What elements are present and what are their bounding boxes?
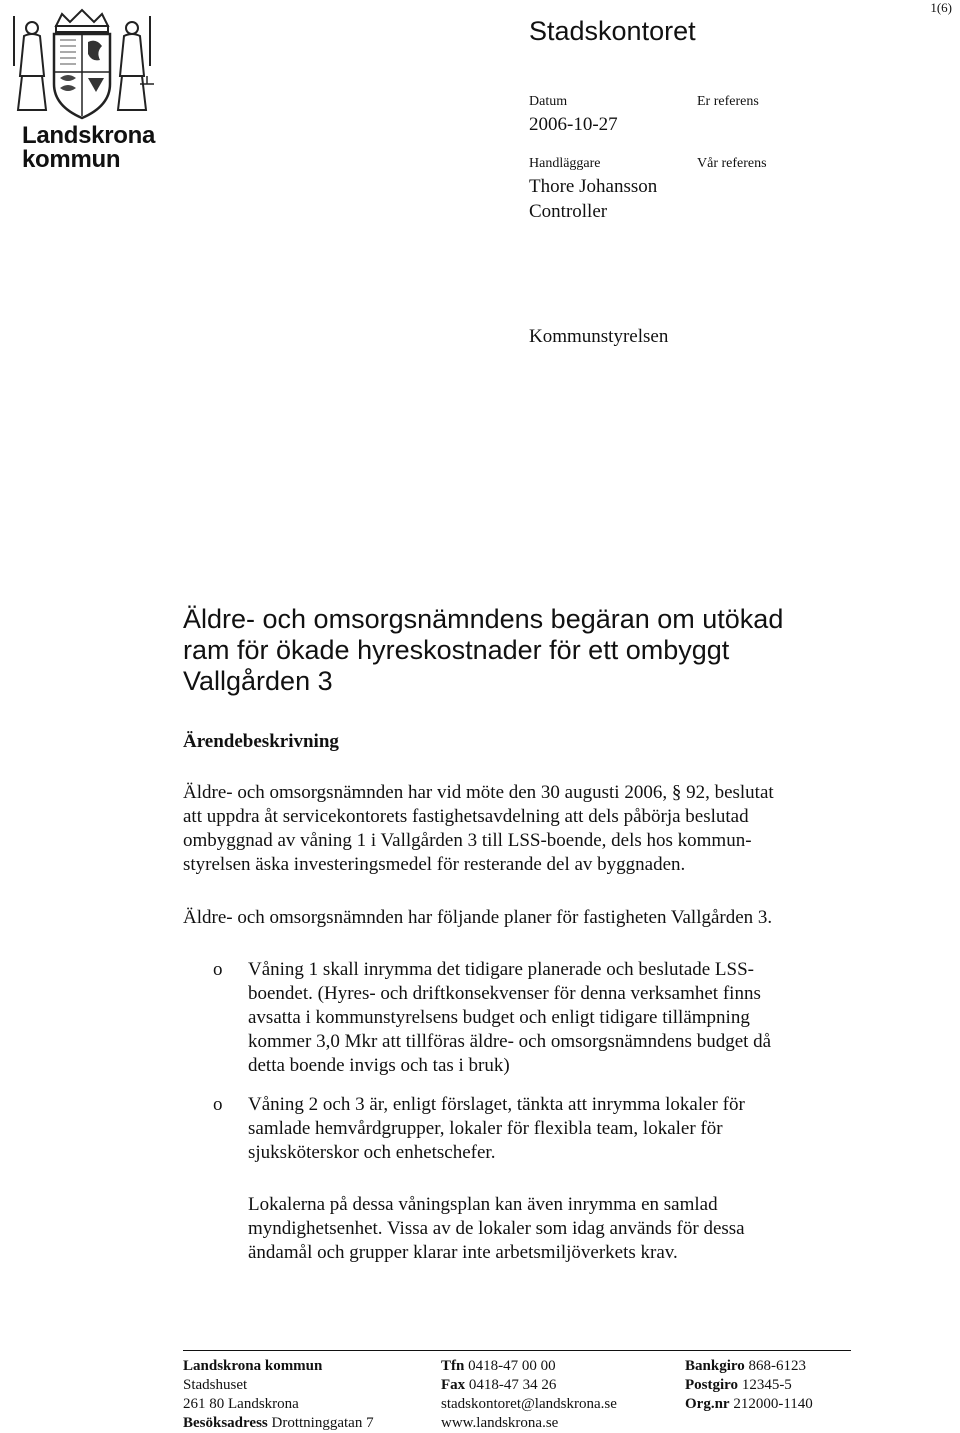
- logo-wordmark-line2: kommun: [22, 146, 121, 173]
- footer-web-link[interactable]: www.landskrona.se: [441, 1415, 559, 1431]
- er-referens-label: Er referens: [697, 94, 759, 109]
- footer-visit-label: Besöksadress: [183, 1415, 268, 1431]
- bullet-line: sjuksköterskor och enhetschefer.: [248, 1142, 496, 1163]
- bullet-line: Våning 2 och 3 är, enligt förslaget, tänkta att inrymma lokaler för: [248, 1094, 745, 1115]
- handlaggare-name: Thore Johansson: [529, 176, 658, 197]
- title-line: ram för ökade hyreskostnader för ett ombyggt: [183, 635, 730, 665]
- datum-label: Datum: [529, 94, 568, 109]
- footer-bankgiro-label: Bankgiro: [685, 1358, 745, 1374]
- footer-fax-label: Fax: [441, 1377, 466, 1393]
- bullet-line: avsatta i kommunstyrelsens budget och enligt tidigare tillämpning: [248, 1007, 750, 1028]
- footer-email-link[interactable]: stadskontoret@landskrona.se: [441, 1396, 617, 1412]
- footer-bankgiro-value: 868-6123: [748, 1358, 806, 1374]
- footer-org: Landskrona kommun: [183, 1358, 323, 1374]
- bullet-line: boendet. (Hyres- och driftkonsekvenser för denna verksamhet finns: [248, 983, 761, 1004]
- footer-tfn-value: 0418-47 00 00: [468, 1358, 556, 1374]
- footer-orgnr-value: 212000-1140: [733, 1396, 813, 1412]
- footer-orgnr-label: Org.nr: [685, 1396, 730, 1412]
- footer-building: Stadshuset: [183, 1377, 248, 1393]
- logo-wordmark-line1: Landskrona: [22, 122, 156, 149]
- coat-of-arms-icon: [4, 6, 160, 124]
- bullet-line: Våning 1 skall inrymma det tidigare planerade och beslutade LSS-: [248, 959, 754, 980]
- title-line: Äldre- och omsorgsnämndens begäran om utökad: [183, 604, 784, 634]
- footer-tfn-label: Tfn: [441, 1358, 465, 1374]
- page-number: 1(6): [930, 0, 952, 15]
- title-line: Vallgården 3: [183, 666, 333, 696]
- footer-divider: [183, 1350, 851, 1351]
- paragraph-1: [183, 781, 863, 877]
- footer-postal: 261 80 Landskrona: [183, 1396, 299, 1412]
- bullet-marker: o: [213, 959, 223, 980]
- datum-value: 2006-10-27: [529, 114, 618, 135]
- bullet-item-2: [248, 1093, 848, 1165]
- footer-postgiro-value: 12345-5: [741, 1377, 792, 1393]
- recipient: Kommunstyrelsen: [529, 326, 669, 347]
- paragraph-line: Lokalerna på dessa våningsplan kan även inrymma en samlad: [248, 1194, 718, 1215]
- organization-name: Stadskontoret: [529, 16, 696, 46]
- bullet-line: kommer 3,0 Mkr att tillföras äldre- och omsorgsnämndens budget då: [248, 1031, 772, 1052]
- paragraph-line: ändamål och grupper klarar inte arbetsmiljöverkets krav.: [248, 1242, 678, 1263]
- section-heading: Ärendebeskrivning: [183, 731, 339, 752]
- footer-column-contact: [441, 1357, 617, 1433]
- paragraph-2: Äldre- och omsorgsnämnden har följande planer för fastigheten Vallgården 3.: [183, 907, 773, 928]
- paragraph-line: ombyggnad av våning 1 i Vallgården 3 till LSS-boende, dels hos kommun-: [183, 830, 752, 851]
- bullet-item-1: [248, 958, 848, 1078]
- footer-column-address: [183, 1357, 374, 1433]
- handlaggare-label: Handläggare: [529, 156, 601, 171]
- paragraph-3: [248, 1193, 848, 1265]
- footer-visit-value: Drottninggatan 7: [271, 1415, 374, 1431]
- handlaggare-title: Controller: [529, 201, 608, 222]
- landskrona-kommun-logo: [4, 6, 160, 174]
- paragraph-line: Äldre- och omsorgsnämnden har vid möte den 30 augusti 2006, § 92, beslutat: [183, 782, 774, 803]
- paragraph-line: styrelsen äska investeringsmedel för resterande del av byggnaden.: [183, 854, 686, 875]
- paragraph-line: myndighetsenhet. Vissa av de lokaler som idag används för dessa: [248, 1218, 745, 1239]
- var-referens-label: Vår referens: [697, 156, 767, 171]
- footer-column-banking: [685, 1357, 813, 1414]
- bullet-line: detta boende invigs och tas i bruk): [248, 1055, 510, 1076]
- footer-fax-value: 0418-47 34 26: [468, 1377, 557, 1393]
- paragraph-line: att uppdra åt servicekontorets fastighetsavdelning att dels påbörja beslutad: [183, 806, 749, 827]
- footer-postgiro-label: Postgiro: [685, 1377, 739, 1393]
- bullet-line: samlade hemvårdgrupper, lokaler för flexibla team, lokaler för: [248, 1118, 723, 1139]
- document-title: [183, 604, 883, 697]
- bullet-marker: o: [213, 1094, 223, 1115]
